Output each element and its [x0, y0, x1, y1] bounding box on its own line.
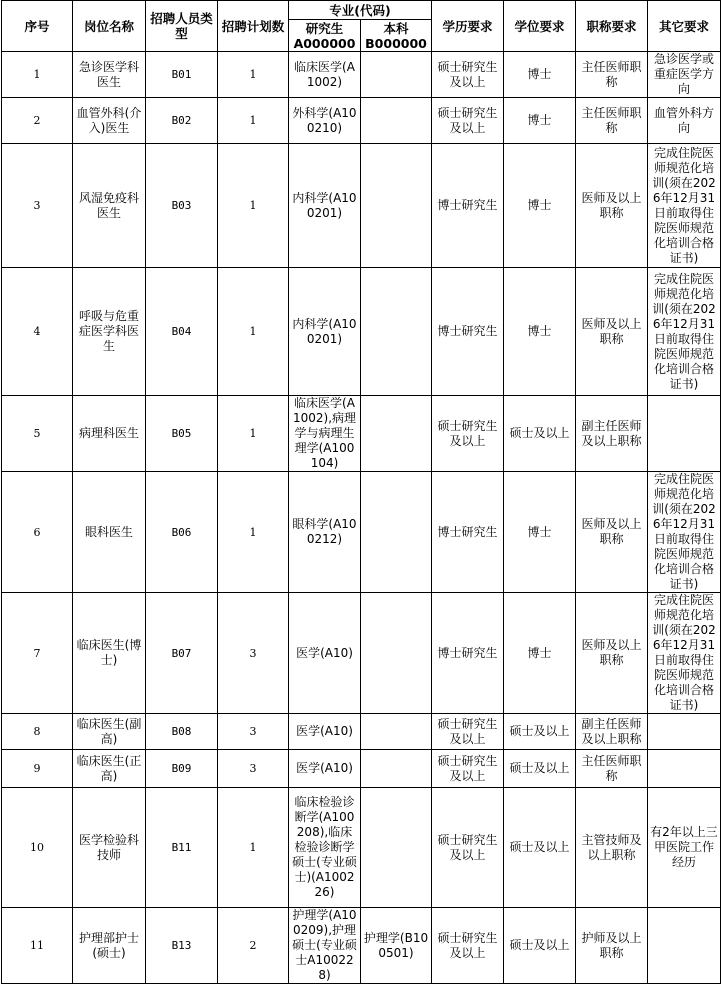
table-row: [2, 268, 721, 396]
header-position: 岗位名称: [73, 1, 146, 52]
cell-category: B08: [146, 714, 218, 750]
cell-degree: 博士: [504, 98, 576, 144]
table-row: [2, 52, 721, 98]
cell-graduate-major: 护理学(A100209),护理硕士(专业硕士A100228): [289, 908, 361, 984]
cell-graduate-major: 临床医学(A1002),病理学与病理生理学(A100104): [289, 396, 361, 472]
table-row: [2, 472, 721, 593]
cell-undergraduate-major: [361, 52, 432, 98]
cell-plan: 3: [218, 714, 289, 750]
cell-index: 11: [2, 908, 73, 984]
header-title: 职称要求: [576, 1, 648, 52]
table-row: [2, 788, 721, 908]
cell-education: 硕士研究生及以上: [432, 98, 504, 144]
header-undergraduate-title: 本科: [383, 20, 409, 36]
cell-undergraduate-major: [361, 396, 432, 472]
cell-title: 主任医师职称: [576, 52, 648, 98]
cell-undergraduate-major: [361, 98, 432, 144]
cell-other: 完成住院医师规范化培训(须在2026年12月31日前取得住院医师规范化培训合格证书): [648, 593, 721, 714]
table-row: [2, 908, 721, 984]
cell-title: 护师及以上职称: [576, 908, 648, 984]
table-row: [2, 98, 721, 144]
cell-index: 10: [2, 788, 73, 908]
cell-category: B02: [146, 98, 218, 144]
cell-title: 副主任医师及以上职称: [576, 396, 648, 472]
cell-education: 硕士研究生及以上: [432, 788, 504, 908]
cell-degree: 硕士及以上: [504, 396, 576, 472]
cell-undergraduate-major: [361, 472, 432, 593]
cell-education: 博士研究生: [432, 268, 504, 396]
cell-education: 硕士研究生及以上: [432, 750, 504, 788]
cell-position: 护理部护士(硕士): [73, 908, 146, 984]
cell-plan: 1: [218, 788, 289, 908]
cell-degree: 硕士及以上: [504, 788, 576, 908]
header-undergraduate-code: B000000: [365, 35, 427, 51]
table-row: [2, 750, 721, 788]
cell-degree: 硕士及以上: [504, 908, 576, 984]
cell-graduate-major: 临床检验诊断学(A100208),临床检验诊断学硕士(专业硕士)(A100226): [289, 788, 361, 908]
cell-undergraduate-major: [361, 144, 432, 268]
cell-degree: 博士: [504, 52, 576, 98]
recruitment-table: [1, 0, 721, 984]
cell-position: 医学检验科技师: [73, 788, 146, 908]
cell-index: 8: [2, 714, 73, 750]
cell-plan: 3: [218, 750, 289, 788]
table-row: [2, 714, 721, 750]
cell-position: 呼吸与危重症医学科医生: [73, 268, 146, 396]
cell-degree: 博士: [504, 593, 576, 714]
cell-category: B04: [146, 268, 218, 396]
cell-category: B01: [146, 52, 218, 98]
cell-graduate-major: 临床医学(A1002): [289, 52, 361, 98]
cell-other: 急诊医学或重症医学方向: [648, 52, 721, 98]
header-graduate: [289, 20, 361, 52]
cell-education: 硕士研究生及以上: [432, 396, 504, 472]
cell-other: 血管外科方向: [648, 98, 721, 144]
cell-plan: 1: [218, 52, 289, 98]
cell-degree: 硕士及以上: [504, 714, 576, 750]
cell-plan: 1: [218, 144, 289, 268]
cell-title: 副主任医师及以上职称: [576, 714, 648, 750]
table-row: [2, 144, 721, 268]
cell-plan: 1: [218, 98, 289, 144]
cell-title: 主管技师及以上职称: [576, 788, 648, 908]
cell-title: 主任医师职称: [576, 98, 648, 144]
cell-plan: 1: [218, 396, 289, 472]
cell-title: 医师及以上职称: [576, 472, 648, 593]
header-other: 其它要求: [648, 1, 721, 52]
cell-position: 风湿免疫科医生: [73, 144, 146, 268]
cell-position: 临床医生(博士): [73, 593, 146, 714]
cell-position: 临床医生(副高): [73, 714, 146, 750]
cell-graduate-major: 医学(A10): [289, 750, 361, 788]
cell-education: 博士研究生: [432, 593, 504, 714]
cell-other: 有2年以上三甲医院工作经历: [648, 788, 721, 908]
cell-index: 9: [2, 750, 73, 788]
cell-degree: 硕士及以上: [504, 750, 576, 788]
header-major-group: 专业(代码): [289, 1, 432, 20]
cell-other: [648, 750, 721, 788]
cell-education: 硕士研究生及以上: [432, 908, 504, 984]
header-degree: 学位要求: [504, 1, 576, 52]
cell-category: B05: [146, 396, 218, 472]
cell-undergraduate-major: [361, 750, 432, 788]
cell-undergraduate-major: [361, 268, 432, 396]
cell-index: 1: [2, 52, 73, 98]
cell-position: 眼科医生: [73, 472, 146, 593]
cell-category: B11: [146, 788, 218, 908]
cell-title: 医师及以上职称: [576, 593, 648, 714]
cell-other: [648, 396, 721, 472]
header-undergraduate: [361, 20, 432, 52]
cell-index: 6: [2, 472, 73, 593]
cell-position: 血管外科(介入)医生: [73, 98, 146, 144]
cell-graduate-major: 外科学(A100210): [289, 98, 361, 144]
cell-position: 病理科医生: [73, 396, 146, 472]
cell-index: 5: [2, 396, 73, 472]
cell-graduate-major: 内科学(A100201): [289, 268, 361, 396]
cell-title: 医师及以上职称: [576, 144, 648, 268]
header-category: 招聘人员类型: [146, 1, 218, 52]
cell-undergraduate-major: [361, 788, 432, 908]
cell-plan: 1: [218, 268, 289, 396]
cell-degree: 博士: [504, 472, 576, 593]
cell-title: 医师及以上职称: [576, 268, 648, 396]
header-plan: 招聘计划数: [218, 1, 289, 52]
cell-graduate-major: 眼科学(A100212): [289, 472, 361, 593]
cell-graduate-major: 医学(A10): [289, 593, 361, 714]
cell-other: [648, 714, 721, 750]
cell-other: [648, 908, 721, 984]
cell-category: B09: [146, 750, 218, 788]
cell-other: 完成住院医师规范化培训(须在2026年12月31日前取得住院医师规范化培训合格证书): [648, 472, 721, 593]
header-graduate-code: A000000: [293, 35, 356, 51]
cell-index: 7: [2, 593, 73, 714]
table-row: [2, 396, 721, 472]
cell-plan: 3: [218, 593, 289, 714]
cell-degree: 博士: [504, 268, 576, 396]
cell-other: 完成住院医师规范化培训(须在2026年12月31日前取得住院医师规范化培训合格证书): [648, 268, 721, 396]
cell-graduate-major: 医学(A10): [289, 714, 361, 750]
cell-position: 临床医生(正高): [73, 750, 146, 788]
cell-undergraduate-major: 护理学(B100501): [361, 908, 432, 984]
cell-undergraduate-major: [361, 714, 432, 750]
cell-position: 急诊医学科医生: [73, 52, 146, 98]
cell-category: B07: [146, 593, 218, 714]
header-graduate-title: 研究生: [305, 20, 344, 36]
cell-education: 博士研究生: [432, 472, 504, 593]
cell-plan: 1: [218, 472, 289, 593]
header-education: 学历要求: [432, 1, 504, 52]
cell-category: B06: [146, 472, 218, 593]
table-row: [2, 593, 721, 714]
cell-index: 4: [2, 268, 73, 396]
cell-category: B13: [146, 908, 218, 984]
cell-title: 主任医师职称: [576, 750, 648, 788]
cell-other: 完成住院医师规范化培训(须在2026年12月31日前取得住院医师规范化培训合格证书): [648, 144, 721, 268]
cell-category: B03: [146, 144, 218, 268]
cell-index: 2: [2, 98, 73, 144]
cell-undergraduate-major: [361, 593, 432, 714]
cell-index: 3: [2, 144, 73, 268]
cell-degree: 博士: [504, 144, 576, 268]
cell-education: 硕士研究生及以上: [432, 714, 504, 750]
cell-education: 博士研究生: [432, 144, 504, 268]
header-index: 序号: [2, 1, 73, 52]
cell-graduate-major: 内科学(A100201): [289, 144, 361, 268]
cell-plan: 2: [218, 908, 289, 984]
cell-education: 硕士研究生及以上: [432, 52, 504, 98]
